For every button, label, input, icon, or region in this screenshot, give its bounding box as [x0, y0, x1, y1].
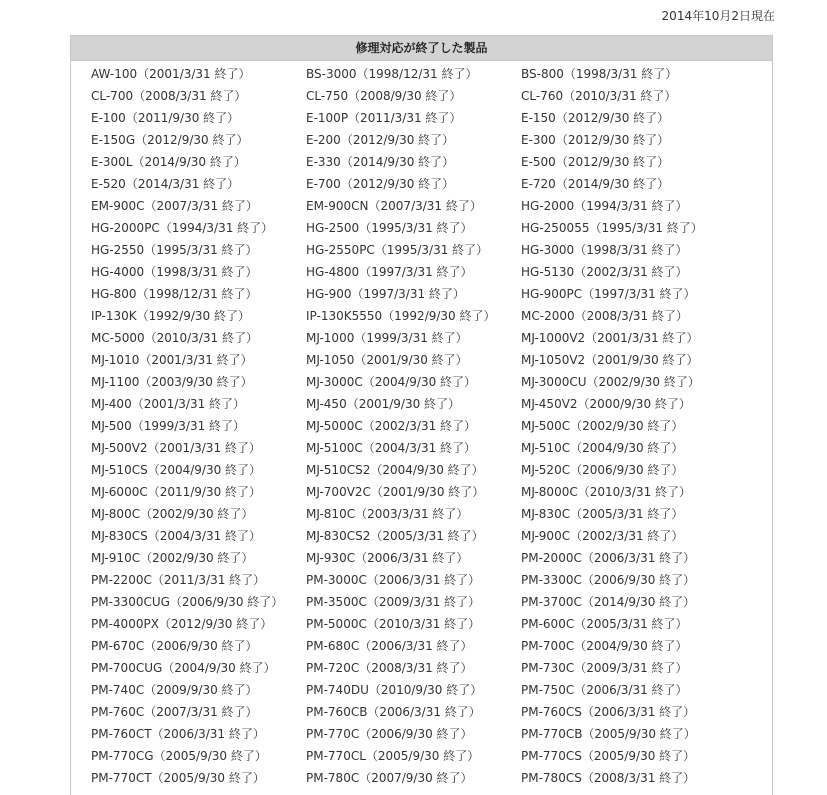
product-row [91, 283, 771, 305]
product-item: PM-600C（2005/3/31 終了） [521, 617, 688, 631]
product-item: MJ-830C（2005/3/31 終了） [521, 507, 684, 521]
product-item: E-200（2012/9/30 終了） [306, 133, 455, 147]
product-item: MJ-500V2（2001/3/31 終了） [91, 441, 261, 455]
panel-title: 修理対応が終了した製品 [71, 36, 772, 61]
product-item: PM-760CB（2006/3/31 終了） [306, 705, 481, 719]
product-item: HG-900PC（1997/3/31 終了） [521, 287, 696, 301]
product-item: MJ-800C（2002/9/30 終了） [91, 507, 254, 521]
product-item: E-330（2014/9/30 終了） [306, 155, 455, 169]
product-item: E-150G（2012/9/30 終了） [91, 133, 249, 147]
product-row [91, 723, 771, 745]
product-row [91, 63, 771, 85]
product-row [91, 393, 771, 415]
product-item: PM-760CS（2006/3/31 終了） [521, 705, 696, 719]
product-item: MJ-1050V2（2001/9/30 終了） [521, 353, 699, 367]
product-item: MJ-510CS（2004/9/30 終了） [91, 463, 262, 477]
product-item: PM-2200C（2011/3/31 終了） [91, 573, 266, 587]
product-item: PM-3300CUG（2006/9/30 終了） [91, 595, 284, 609]
product-row [91, 569, 771, 591]
product-item: IP-130K5550（1992/9/30 終了） [306, 309, 496, 323]
product-item: E-300（2012/9/30 終了） [521, 133, 670, 147]
product-row [91, 349, 771, 371]
product-item: CL-760（2010/3/31 終了） [521, 89, 677, 103]
product-item: E-150（2012/9/30 終了） [521, 111, 670, 125]
product-item: MC-5000（2010/3/31 終了） [91, 331, 258, 345]
product-item: E-100P（2011/3/31 終了） [306, 111, 462, 125]
product-item: CL-700（2008/3/31 終了） [91, 89, 247, 103]
product-row [91, 481, 771, 503]
product-item: E-500（2012/9/30 終了） [521, 155, 670, 169]
product-item: EM-900CN（2007/3/31 終了） [306, 199, 482, 213]
product-item: HG-3000（1998/3/31 終了） [521, 243, 688, 257]
product-row [91, 547, 771, 569]
product-item: HG-900（1997/3/31 終了） [306, 287, 465, 301]
product-row [91, 701, 771, 723]
product-row [91, 503, 771, 525]
product-item: E-100（2011/9/30 終了） [91, 111, 240, 125]
product-item: BS-3000（1998/12/31 終了） [306, 67, 478, 81]
product-item: MJ-5000C（2002/3/31 終了） [306, 419, 477, 433]
product-row [91, 239, 771, 261]
product-item: MC-2000（2008/3/31 終了） [521, 309, 688, 323]
product-item: PM-5000C（2010/3/31 終了） [306, 617, 481, 631]
product-item: PM-4000PX（2012/9/30 終了） [91, 617, 273, 631]
product-item: E-300L（2014/9/30 終了） [91, 155, 246, 169]
product-list [91, 63, 771, 789]
product-item: MJ-520C（2006/9/30 終了） [521, 463, 684, 477]
product-row [91, 195, 771, 217]
product-item: HG-2550PC（1995/3/31 終了） [306, 243, 489, 257]
product-item: MJ-1000（1999/3/31 終了） [306, 331, 468, 345]
product-item: PM-770CG（2005/9/30 終了） [91, 749, 267, 763]
product-row [91, 657, 771, 679]
product-item: MJ-500（1999/3/31 終了） [91, 419, 246, 433]
product-row [91, 85, 771, 107]
product-item: PM-680C（2006/3/31 終了） [306, 639, 473, 653]
product-item: MJ-500C（2002/9/30 終了） [521, 419, 684, 433]
product-row [91, 745, 771, 767]
product-row [91, 327, 771, 349]
product-row [91, 173, 771, 195]
product-item: MJ-510CS2（2004/9/30 終了） [306, 463, 484, 477]
product-row [91, 459, 771, 481]
product-item: MJ-930C（2006/3/31 終了） [306, 551, 469, 565]
product-item: PM-770CT（2005/9/30 終了） [91, 771, 265, 785]
product-row [91, 591, 771, 613]
product-item: PM-700CUG（2004/9/30 終了） [91, 661, 276, 675]
discontinued-repair-panel [70, 35, 773, 795]
product-item: MJ-510C（2004/9/30 終了） [521, 441, 684, 455]
product-item: MJ-830CS2（2005/3/31 終了） [306, 529, 484, 543]
product-item: MJ-830CS（2004/3/31 終了） [91, 529, 262, 543]
product-item: HG-250055（1995/3/31 終了） [521, 221, 703, 235]
product-item: HG-2000PC（1994/3/31 終了） [91, 221, 274, 235]
product-item: HG-2000（1994/3/31 終了） [521, 199, 688, 213]
product-item: AW-100（2001/3/31 終了） [91, 67, 251, 81]
product-item: E-700（2012/9/30 終了） [306, 177, 455, 191]
product-item: PM-770CB（2005/9/30 終了） [521, 727, 696, 741]
product-item: MJ-900C（2002/3/31 終了） [521, 529, 684, 543]
product-item: PM-670C（2006/9/30 終了） [91, 639, 258, 653]
product-item: BS-800（1998/3/31 終了） [521, 67, 678, 81]
product-item: HG-2550（1995/3/31 終了） [91, 243, 258, 257]
product-item: MJ-400（2001/3/31 終了） [91, 397, 246, 411]
product-item: MJ-1010（2001/3/31 終了） [91, 353, 253, 367]
product-item: MJ-700V2C（2001/9/30 終了） [306, 485, 485, 499]
product-item: PM-770C（2006/9/30 終了） [306, 727, 473, 741]
product-item: MJ-5100C（2004/3/31 終了） [306, 441, 477, 455]
product-item: MJ-810C（2003/3/31 終了） [306, 507, 469, 521]
product-row [91, 151, 771, 173]
product-row [91, 371, 771, 393]
product-item: MJ-8000C（2010/3/31 終了） [521, 485, 692, 499]
product-item: MJ-1000V2（2001/3/31 終了） [521, 331, 699, 345]
product-item: MJ-6000C（2011/9/30 終了） [91, 485, 262, 499]
product-row [91, 635, 771, 657]
product-row [91, 217, 771, 239]
product-item: CL-750（2008/9/30 終了） [306, 89, 462, 103]
product-item: PM-3300C（2006/9/30 終了） [521, 573, 696, 587]
product-item: IP-130K（1992/9/30 終了） [91, 309, 250, 323]
product-row [91, 613, 771, 635]
product-item: HG-5130（2002/3/31 終了） [521, 265, 688, 279]
product-item: PM-700C（2004/9/30 終了） [521, 639, 688, 653]
product-item: MJ-1100（2003/9/30 終了） [91, 375, 253, 389]
product-item: PM-3500C（2009/3/31 終了） [306, 595, 481, 609]
product-row [91, 129, 771, 151]
product-item: HG-4800（1997/3/31 終了） [306, 265, 473, 279]
product-item: PM-760CT（2006/3/31 終了） [91, 727, 265, 741]
product-item: PM-3000C（2006/3/31 終了） [306, 573, 481, 587]
product-item: E-720（2014/9/30 終了） [521, 177, 670, 191]
product-item: PM-730C（2009/3/31 終了） [521, 661, 688, 675]
product-row [91, 415, 771, 437]
product-item: PM-770CS（2005/9/30 終了） [521, 749, 696, 763]
product-item: MJ-450（2001/9/30 終了） [306, 397, 461, 411]
product-item: MJ-3000CU（2002/9/30 終了） [521, 375, 700, 389]
product-item: HG-4000（1998/3/31 終了） [91, 265, 258, 279]
product-item: PM-740C（2009/9/30 終了） [91, 683, 258, 697]
product-item: PM-760C（2007/3/31 終了） [91, 705, 258, 719]
product-row [91, 261, 771, 283]
product-row [91, 107, 771, 129]
product-item: PM-780CS（2008/3/31 終了） [521, 771, 696, 785]
product-row [91, 679, 771, 701]
product-item: MJ-450V2（2000/9/30 終了） [521, 397, 691, 411]
product-item: PM-780C（2007/9/30 終了） [306, 771, 473, 785]
product-item: E-520（2014/3/31 終了） [91, 177, 240, 191]
product-item: HG-2500（1995/3/31 終了） [306, 221, 473, 235]
product-item: MJ-1050（2001/9/30 終了） [306, 353, 468, 367]
product-item: MJ-910C（2002/9/30 終了） [91, 551, 254, 565]
product-item: EM-900C（2007/3/31 終了） [91, 199, 258, 213]
product-row [91, 525, 771, 547]
product-item: PM-2000C（2006/3/31 終了） [521, 551, 696, 565]
as-of-date: 2014年10月2日現在 [661, 9, 775, 23]
product-item: PM-720C（2008/3/31 終了） [306, 661, 473, 675]
product-item: PM-3700C（2014/9/30 終了） [521, 595, 696, 609]
product-item: PM-750C（2006/3/31 終了） [521, 683, 688, 697]
product-row [91, 767, 771, 789]
product-item: PM-770CL（2005/9/30 終了） [306, 749, 480, 763]
product-item: PM-740DU（2010/9/30 終了） [306, 683, 483, 697]
product-row [91, 305, 771, 327]
product-row [91, 437, 771, 459]
product-item: MJ-3000C（2004/9/30 終了） [306, 375, 477, 389]
product-item: HG-800（1998/12/31 終了） [91, 287, 258, 301]
